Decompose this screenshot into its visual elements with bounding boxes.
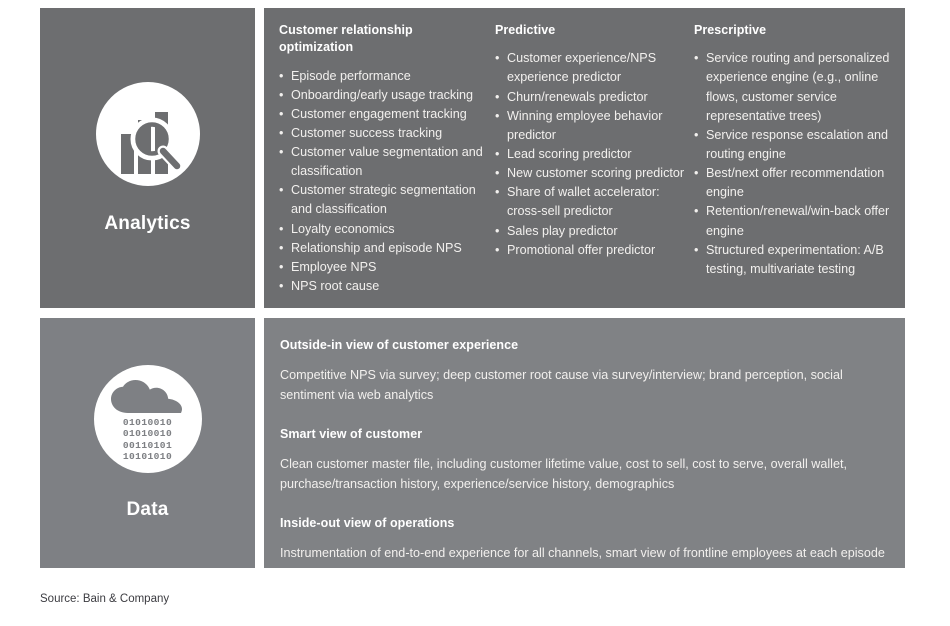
binary-row: 01010010 — [122, 428, 173, 440]
column-heading: Customer relationship optimization — [279, 23, 413, 55]
data-block-heading: Outside-in view of customer experience — [280, 338, 519, 352]
list-item: • Lead scoring predictor — [495, 145, 691, 164]
source-attribution: Source: Bain & Company — [40, 593, 170, 605]
binary-row: 00110101 — [122, 439, 173, 451]
column-bullet-list — [279, 67, 491, 297]
list-item: • Churn/renewals predictor — [495, 88, 691, 107]
list-item: • Winning employee behavior predictor — [495, 107, 691, 145]
data-tile-label: Data — [126, 499, 169, 520]
data-block-outside-in — [280, 338, 891, 405]
list-item: • Retention/renewal/win-back offer engine — [694, 202, 894, 240]
analytics-tile — [40, 8, 255, 308]
list-item: • Service routing and personalized experience engine (e.g., online flows, customer service representative trees) — [694, 49, 894, 126]
analytics-column-customer-relationship-optimization — [279, 22, 491, 296]
data-tile — [40, 318, 255, 568]
analytics-content-panel — [264, 8, 905, 308]
list-item: • Structured experimentation: A/B testing, multivariate testing — [694, 241, 894, 279]
data-tile-inner — [40, 318, 255, 568]
list-item: • Customer experience/NPS experience predictor — [495, 49, 691, 87]
list-item: • Customer value segmentation and classification — [279, 143, 491, 181]
data-block-smart-view — [280, 427, 891, 494]
list-item: • Share of wallet accelerator: cross-sell predictor — [495, 183, 691, 221]
analytics-bar-chart-magnifier-icon — [96, 82, 200, 191]
column-heading: Predictive — [495, 23, 556, 37]
analytics-column-prescriptive — [694, 22, 894, 279]
cloud-binary-data-icon — [94, 365, 202, 473]
data-content-body — [280, 338, 891, 564]
analytics-tile-inner — [40, 8, 255, 308]
column-bullet-list — [694, 49, 894, 279]
list-item: • NPS root cause — [279, 277, 491, 296]
list-item: • Loyalty economics — [279, 220, 491, 239]
list-item: • Promotional offer predictor — [495, 241, 691, 260]
data-block-heading: Inside-out view of operations — [280, 516, 455, 531]
binary-row: 01010010 — [122, 417, 173, 428]
list-item: • Customer engagement tracking — [279, 105, 491, 124]
data-block-heading: Smart view of customer — [280, 427, 423, 442]
list-item: • Relationship and episode NPS — [279, 239, 491, 258]
list-item: • Best/next offer recommendation engine — [694, 164, 894, 202]
cloud-shape-icon — [111, 380, 185, 414]
list-item: • Employee NPS — [279, 258, 491, 277]
data-block-inside-out — [280, 516, 891, 564]
list-item: • Episode performance — [279, 67, 491, 86]
data-block-body: Clean customer master file, including customer lifetime value, cost to sell, cost to serve, overall wallet, purchase/transaction history, experience/service history, demographics — [280, 457, 847, 491]
list-item: • Customer success tracking — [279, 124, 491, 143]
binary-row: 10101010 — [122, 450, 173, 462]
data-block-body: Instrumentation of end-to-end experience for all channels, smart view of frontline employees at each episode — [280, 546, 885, 561]
data-icon-circle — [94, 365, 202, 473]
data-block-body: Competitive NPS via survey; deep customer root cause via survey/interview; brand perception, social sentiment via web analytics — [280, 368, 843, 402]
analytics-columns — [264, 8, 905, 308]
column-heading: Prescriptive — [694, 23, 767, 37]
list-item: • Sales play predictor — [495, 222, 691, 241]
analytics-column-predictive — [495, 22, 691, 260]
list-item: • Service response escalation and routing engine — [694, 126, 894, 164]
column-bullet-list — [495, 49, 691, 260]
list-item: • Onboarding/early usage tracking — [279, 86, 491, 105]
list-item: • Customer strategic segmentation and classification — [279, 181, 491, 219]
list-item: • New customer scoring predictor — [495, 164, 691, 183]
binary-digits — [123, 417, 172, 462]
analytics-tile-label: Analytics — [104, 212, 191, 234]
data-content-panel — [264, 318, 905, 568]
